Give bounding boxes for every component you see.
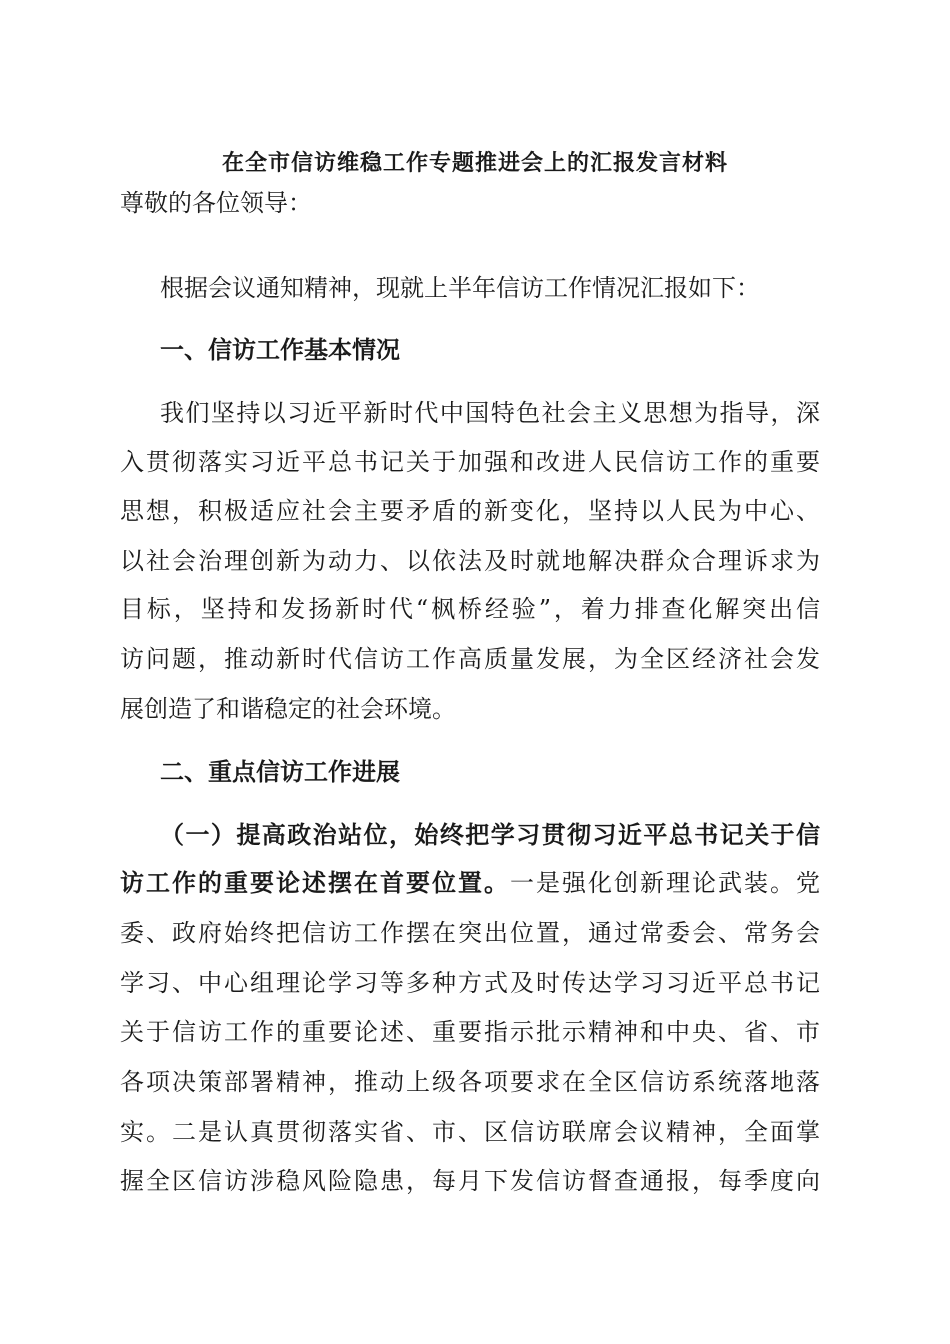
section1-line: 展创造了和谐稳定的社会环境。 (120, 695, 456, 723)
section1-line: 我们坚持以习近平新时代中国特色社会主义思想为指导，深 (160, 399, 820, 427)
subsection1-line: 各项决策部署精神，推动上级各项要求在全区信访系统落地落 (120, 1068, 820, 1096)
section1-line: 入贯彻落实习近平总书记关于加强和改进人民信访工作的重要 (120, 448, 820, 476)
document-title: 在全市信访维稳工作专题推进会上的汇报发言材料 (221, 150, 728, 176)
section1-heading: 一、信访工作基本情况 (160, 335, 400, 364)
section1-line: 访问题，推动新时代信访工作高质量发展，为全区经济社会发 (120, 645, 820, 673)
subsection1-line: 委、政府始终把信访工作摆在突出位置，通过常委会、常务会 (120, 919, 820, 947)
subsection1-line: 握全区信访涉稳风险隐患，每月下发信访督查通报，每季度向 (120, 1167, 820, 1195)
subsection1-heading: （一）提高政治站位，始终把学习贯彻习近平总书记关于信 (160, 820, 820, 849)
subsection1-line2 (120, 868, 820, 898)
section1-line: 思想，积极适应社会主要矛盾的新变化，坚持以人民为中心、 (120, 497, 820, 525)
section2-heading: 二、重点信访工作进展 (160, 757, 400, 786)
subsection1-line: 学习、中心组理论学习等多种方式及时传达学习习近平总书记 (120, 969, 820, 997)
subsection1-text: 一是强化创新理论武装。党 (510, 869, 820, 897)
subsection1-line: 实。二是认真贯彻落实省、市、区信访联席会议精神，全面掌 (120, 1118, 820, 1146)
salutation: 尊敬的各位领导： (120, 189, 312, 217)
subsection1-line: 关于信访工作的重要论述、重要指示批示精神和中央、省、市 (120, 1018, 820, 1046)
subsection1-heading-cont: 访工作的重要论述摆在首要位置。 (120, 868, 510, 897)
section1-line: 目标，坚持和发扬新时代“枫桥经验”，着力排查化解突出信 (120, 595, 820, 623)
section1-line: 以社会治理创新为动力、以依法及时就地解决群众合理诉求为 (120, 547, 820, 575)
intro-paragraph: 根据会议通知精神，现就上半年信访工作情况汇报如下： (160, 274, 760, 302)
